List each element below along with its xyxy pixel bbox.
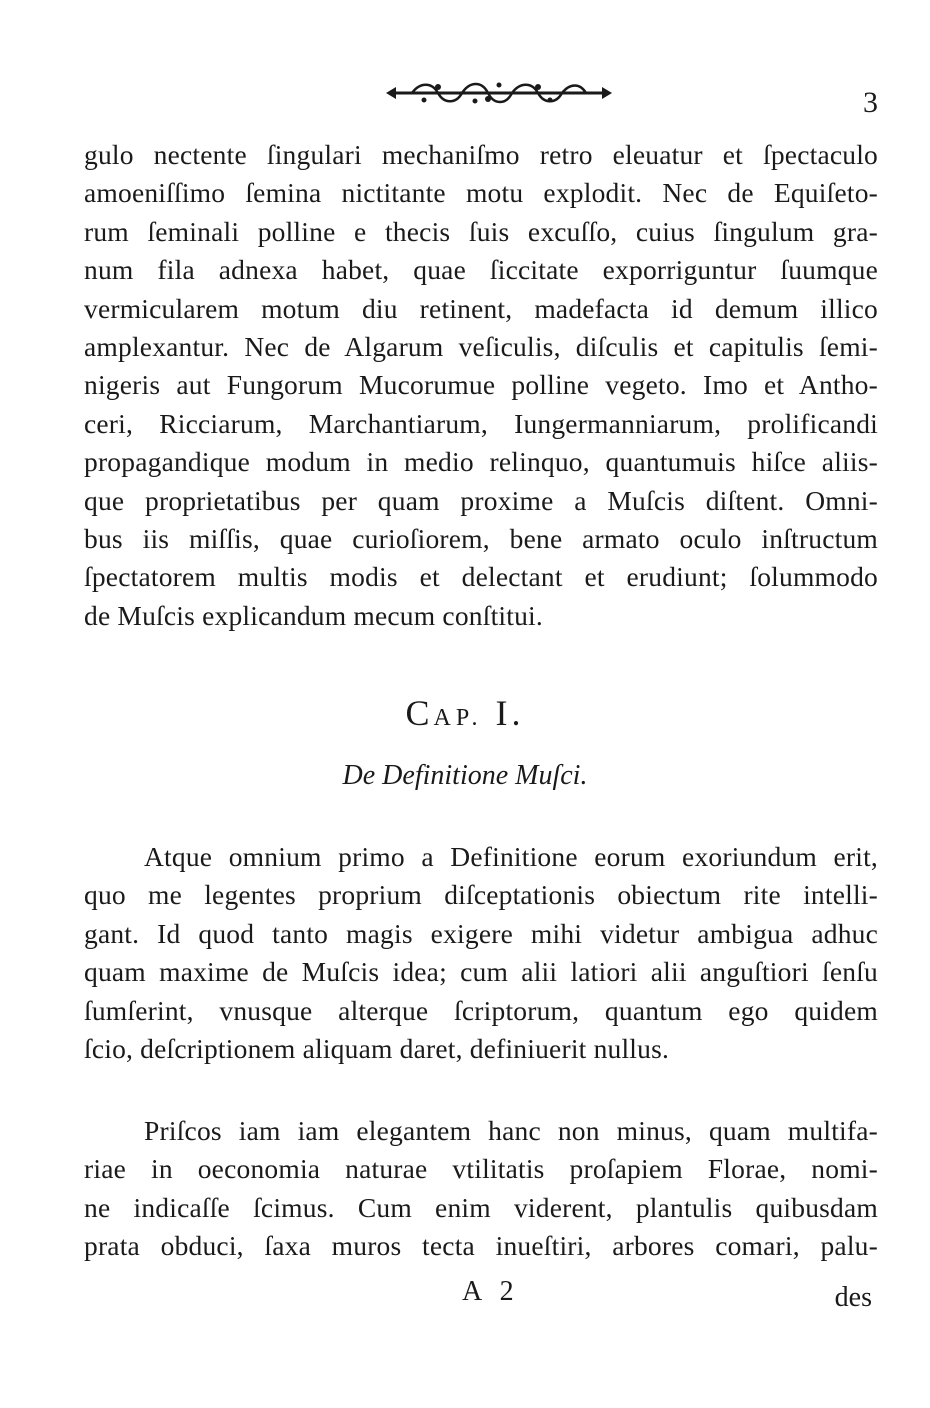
text-line: rum ſeminali polline e thecis ſuis excuſſo, cuius ſingulum gra- — [84, 215, 878, 247]
text-line: ne indicaſſe ſcimus. Cum enim viderent, plantulis quibusdam — [84, 1191, 878, 1223]
text-line: Priſcos iam iam elegantem hanc non minus, quam multifa- — [144, 1115, 878, 1146]
text-line: Atque omnium primo a Definitione eorum exoriundum erit, — [144, 841, 878, 872]
chapter-numeral: I. — [495, 693, 525, 733]
text-line: prata obduci, ſaxa muros tecta inueſtiri, arbores comari, palu- — [84, 1230, 878, 1262]
text-line: nigeris aut Fungorum Mucorumue polline vegeto. Imo et Antho- — [84, 369, 878, 401]
paragraph-definition — [84, 838, 878, 1068]
paragraph-continuation — [84, 136, 878, 635]
ornament-icon — [382, 78, 616, 108]
text-line: propagandique modum in medio relinquo, quantumuis hiſce aliis- — [84, 446, 878, 478]
text-line: gant. Id quod tanto magis exigere mihi videtur ambigua adhuc — [84, 917, 878, 949]
text-line: gulo nectente ſingulari mechaniſmo retro eleuatur et ſpectaculo — [84, 139, 878, 170]
text-line: que proprietatibus per quam proxime a Muſcis diſtent. Omni- — [84, 484, 878, 516]
text-line: ſumſerint, vnusque alterque ſcriptorum, quantum ego quidem — [84, 994, 878, 1026]
text-line: amoeniſſimo ſemina nictitante motu explodit. Nec de Equiſeto- — [84, 177, 878, 209]
paragraph-priscos — [84, 1112, 878, 1266]
text-line: ceri, Ricciarum, Marchantiarum, Iungermanniarum, prolificandi — [84, 407, 878, 439]
text-line: riae in oeconomia naturae vtilitatis proſapiem Florae, nomi- — [84, 1153, 878, 1185]
text-line: de Muſcis explicandum mecum conſtitui. — [84, 599, 543, 631]
text-line: quo me legentes proprium diſceptationis obiectum rite intelli- — [84, 879, 878, 911]
text-line: bus iis miſſis, quae curioſiorem, bene armato oculo inſtructum — [84, 523, 878, 555]
chapter-cap-rest: AP. — [433, 705, 483, 731]
text-line: num fila adnexa habet, quae ſiccitate exporriguntur ſuumque — [84, 254, 878, 286]
chapter-cap-initial: C — [405, 693, 434, 733]
signature-mark: A 2 — [462, 1276, 520, 1307]
chapter-heading — [0, 692, 930, 734]
catchword: des — [834, 1282, 872, 1313]
chapter-subtitle: De Definitione Muſci. — [342, 760, 588, 791]
text-line: ſpectatorem multis modis et delectant et erudiunt; ſolummodo — [84, 561, 878, 593]
text-line: amplexantur. Nec de Algarum veſiculis, diſculis et capitulis ſemi- — [84, 331, 878, 363]
text-line: ſcio, deſcriptionem aliquam daret, definiuerit nullus. — [84, 1033, 670, 1065]
page-number: 3 — [863, 86, 878, 119]
text-line: quam maxime de Muſcis idea; cum alii latiori alii anguſtiori ſenſu — [84, 956, 878, 988]
text-line: vermicularem motum diu retinent, madefacta id demum illico — [84, 292, 878, 324]
